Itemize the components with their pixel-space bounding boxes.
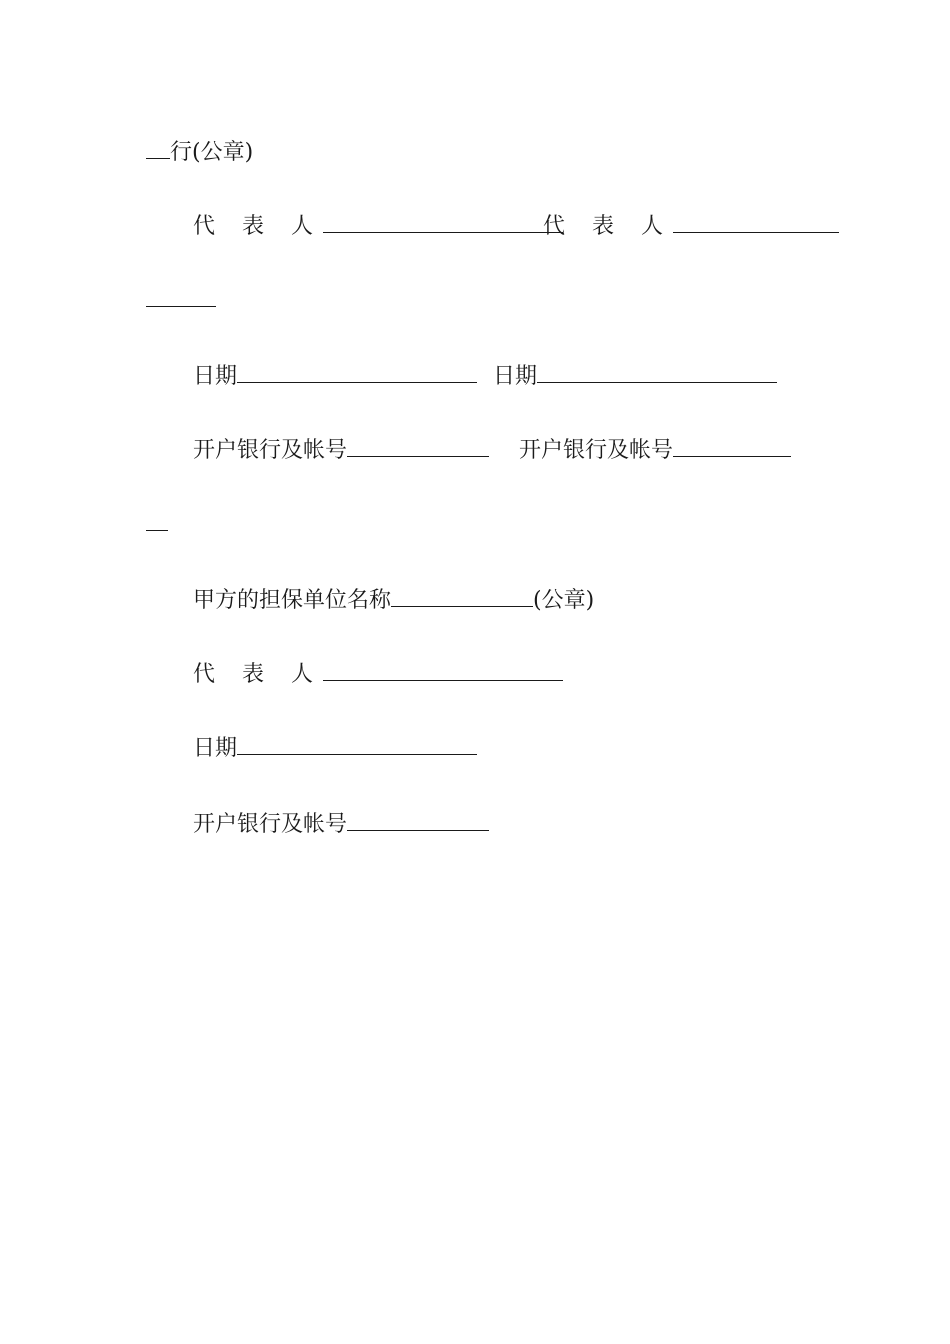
date-label-bottom: 日期 <box>193 736 238 761</box>
representative-blank-bottom[interactable] <box>323 658 563 681</box>
bank-seal-text: 行(公章) <box>170 140 254 165</box>
bank-name-blank[interactable] <box>146 136 170 159</box>
date-blank-bottom[interactable] <box>237 732 477 755</box>
account-blank-right-continued[interactable] <box>146 508 168 531</box>
guarantor-blank[interactable] <box>391 584 533 607</box>
date-label-right: 日期 <box>493 364 538 389</box>
representative-label-right: 代 表 人 <box>543 214 673 239</box>
representative-blank-left[interactable] <box>323 210 563 233</box>
account-blank-left[interactable] <box>347 434 489 457</box>
account-label-right: 开户银行及帐号 <box>519 438 674 463</box>
representative-blank-right[interactable] <box>673 210 839 233</box>
date-blank-right[interactable] <box>537 360 777 383</box>
representative-label-left: 代 表 人 <box>193 214 323 239</box>
account-blank-right[interactable] <box>673 434 791 457</box>
account-label-left: 开户银行及帐号 <box>193 438 348 463</box>
account-blank-bottom[interactable] <box>347 808 489 831</box>
representative-blank-right-continued[interactable] <box>146 284 216 307</box>
guarantor-label: 甲方的担保单位名称 <box>193 588 392 613</box>
guarantor-seal-text: (公章) <box>533 588 595 613</box>
account-label-bottom: 开户银行及帐号 <box>193 812 348 837</box>
date-blank-left[interactable] <box>237 360 477 383</box>
representative-label-bottom: 代 表 人 <box>193 662 323 687</box>
date-label-left: 日期 <box>193 364 238 389</box>
